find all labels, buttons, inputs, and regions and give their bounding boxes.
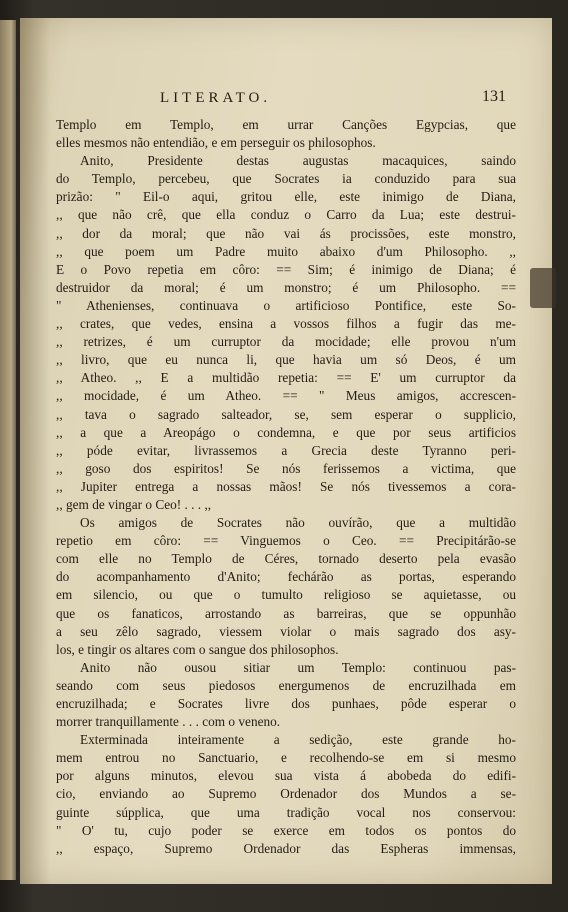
text-line: " O' tu, cujo poder se exerce em todos os pontos do [56, 822, 516, 838]
text-line: E o Povo repetia em côro: == Sim; é inimigo de Diana; é [56, 261, 516, 277]
text-line: em silencio, ou que o tumulto religioso se aquietasse, ou [56, 587, 516, 603]
text-line: destruidor da moral; é um monstro; é um Philosopho. == [56, 279, 516, 295]
text-line: seando com seus piedosos energumenos de encruzilhada em [56, 677, 516, 693]
text-line: ,, retrizes, é um curruptor da mocidade; elle provou n'um [56, 334, 516, 350]
text-line: por alguns minutos, elevou sua vista á abobeda do edifi- [56, 768, 516, 784]
text-line: a seu zêlo sagrado, viessem violar o mais sagrado dos asy- [56, 623, 516, 639]
text-line: com elle no Templo de Céres, tornado deserto pela evasão [56, 551, 516, 567]
left-page-edge [0, 20, 16, 880]
text-line: " Athenienses, continuava o artificioso Pontifice, este So- [56, 297, 516, 313]
text-line: mem entrou no Sanctuario, e recolhendo-se em si mesmo [56, 750, 516, 766]
text-line: ,, gem de vingar o Ceo! . . . ,, [56, 496, 212, 512]
text-line: ,, goso dos espiritos! Se nós ferissemos a victima, que [56, 460, 516, 476]
text-line: los, e tingir os altares com o sangue dos philosophos. [56, 641, 339, 657]
text-line: ,, que poem um Padre muito abaixo d'um Philosopho. ,, [56, 243, 516, 259]
text-line: Anito, Presidente destas augustas macaquices, saindo [80, 153, 516, 169]
text-line: ,, póde evitar, livrassemos a Grecia deste Tyranno peri- [56, 442, 516, 458]
text-line: ,, dor da moral; que não vai ás procissões, este monstro, [56, 225, 516, 241]
page-header [60, 90, 512, 112]
page-edge-stain [530, 268, 556, 308]
text-line: ,, Jupiter entrega a nossas mãos! Se nós tivessemos a cora- [56, 478, 516, 494]
text-line: repetio em côro: == Vinguemos o Ceo. == Precipitárão-se [56, 533, 516, 549]
text-line: Templo em Templo, em urrar Canções Egypcias, que [56, 117, 516, 132]
text-line: morrer tranquillamente . . . com o veneno. [56, 714, 281, 730]
text-line: que os fanaticos, arrostando as barreiras, que se oppunhão [56, 605, 516, 621]
text-line: Exterminada inteiramente a sedição, este grande ho- [80, 732, 516, 748]
text-line: cio, enviando ao Supremo Ordenador dos Mundos a se- [56, 786, 516, 802]
text-line: ,, a que a Areopágo o condemna, e que por seus artificios [56, 424, 516, 440]
page-number: 131 [482, 88, 506, 105]
text-line: ,, tava o sagrado salteador, se, sem esperar o supplicio, [56, 406, 516, 422]
text-line: Anito não ousou sitiar um Templo: continuou pas- [80, 659, 516, 675]
text-line: prizão: " Eil-o aqui, gritou elle, este inimigo de Diana, [56, 189, 516, 205]
text-line: ,, Atheo. ,, E a multidão repetia: == E' um curruptor da [56, 370, 516, 386]
text-line: ,, mocidade, é um Atheo. == " Meus amigos, accrescen- [56, 388, 516, 404]
text-line: ,, livro, que eu nunca li, que havia um só Deos, é um [56, 352, 516, 368]
text-line: ,, que não crê, que ella conduz o Carro da Lua; este destrui- [56, 207, 516, 223]
text-line: guinte súpplica, que uma tradição vocal nos conservou: [56, 804, 516, 820]
body-text [56, 116, 516, 858]
text-line: Os amigos de Socrates não ouvírão, que a multidão [80, 515, 516, 531]
running-title: LITERATO. [160, 90, 272, 106]
text-line: ,, espaço, Supremo Ordenador das Espheras immensas, [56, 840, 516, 856]
text-line: elles mesmos não entendião, e em perseguir os philosophos. [56, 135, 376, 151]
text-line: do acompanhamento d'Anito; fechárão as portas, esperando [56, 569, 516, 585]
text-line: ,, crates, que vedes, ensina a vossos filhos a fugir das me- [56, 316, 516, 332]
text-line: do Templo, percebeu, que Socrates ia conduzido para sua [56, 171, 516, 187]
text-line: encruzilhada; e Socrates livre dos punhaes, pôde esperar o [56, 696, 516, 711]
